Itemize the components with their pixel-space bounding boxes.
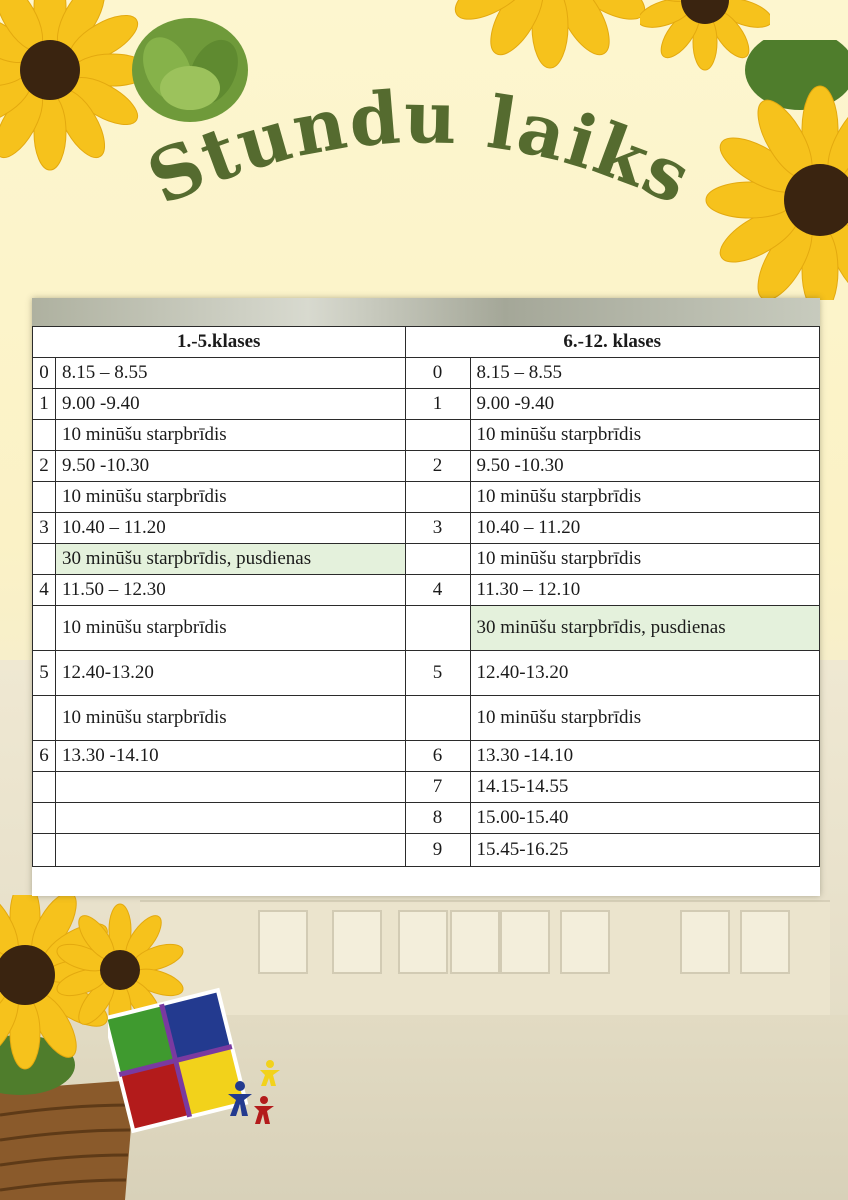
lesson-number-grades-6-12 xyxy=(405,482,470,513)
title-text: Stundu laiks xyxy=(135,74,706,222)
lesson-number-grades-6-12: 0 xyxy=(405,358,470,389)
timetable xyxy=(32,326,820,867)
lesson-time-grades-6-12: 12.40-13.20 xyxy=(470,651,820,696)
building-window xyxy=(332,910,382,974)
lesson-number-grades-1-5 xyxy=(33,482,56,513)
lesson-time-grades-6-12: 9.50 -10.30 xyxy=(470,451,820,482)
lesson-number-grades-1-5: 5 xyxy=(33,651,56,696)
building-window xyxy=(680,910,730,974)
table-row xyxy=(33,772,820,803)
table-row xyxy=(33,696,820,741)
lesson-time-grades-6-12: 10 minūšu starpbrīdis xyxy=(470,420,820,451)
lesson-time-grades-1-5: 9.00 -9.40 xyxy=(56,389,406,420)
lesson-time-grades-1-5: 12.40-13.20 xyxy=(56,651,406,696)
table-row xyxy=(33,651,820,696)
building-window xyxy=(258,910,308,974)
header-grades-6-12: 6.-12. klases xyxy=(405,327,820,358)
lesson-time-grades-1-5: 9.50 -10.30 xyxy=(56,451,406,482)
timetable-top-band xyxy=(32,298,820,326)
lesson-number-grades-6-12: 8 xyxy=(405,803,470,834)
lesson-time-grades-1-5 xyxy=(56,834,406,867)
lesson-time-grades-6-12: 10 minūšu starpbrīdis xyxy=(470,544,820,575)
lesson-time-grades-1-5: 30 minūšu starpbrīdis, pusdienas xyxy=(56,544,406,575)
building-window xyxy=(450,910,500,974)
lesson-number-grades-1-5: 0 xyxy=(33,358,56,389)
lesson-number-grades-1-5 xyxy=(33,803,56,834)
lesson-number-grades-1-5: 2 xyxy=(33,451,56,482)
table-row xyxy=(33,544,820,575)
lesson-time-grades-6-12: 15.00-15.40 xyxy=(470,803,820,834)
table-row xyxy=(33,420,820,451)
lesson-time-grades-1-5: 8.15 – 8.55 xyxy=(56,358,406,389)
lesson-number-grades-1-5 xyxy=(33,544,56,575)
lesson-number-grades-6-12: 7 xyxy=(405,772,470,803)
table-row xyxy=(33,606,820,651)
lesson-time-grades-6-12: 13.30 -14.10 xyxy=(470,741,820,772)
lesson-number-grades-6-12 xyxy=(405,696,470,741)
lesson-time-grades-1-5: 10 minūšu starpbrīdis xyxy=(56,482,406,513)
header-grades-1-5: 1.-5.klases xyxy=(33,327,406,358)
table-row xyxy=(33,513,820,544)
lesson-time-grades-6-12: 10 minūšu starpbrīdis xyxy=(470,696,820,741)
table-row xyxy=(33,358,820,389)
lesson-time-grades-1-5: 10.40 – 11.20 xyxy=(56,513,406,544)
header-row xyxy=(33,327,820,358)
lesson-number-grades-1-5: 3 xyxy=(33,513,56,544)
table-row xyxy=(33,803,820,834)
lesson-number-grades-6-12: 6 xyxy=(405,741,470,772)
building-window xyxy=(740,910,790,974)
lesson-number-grades-6-12 xyxy=(405,606,470,651)
lesson-time-grades-6-12: 10.40 – 11.20 xyxy=(470,513,820,544)
lesson-time-grades-6-12: 8.15 – 8.55 xyxy=(470,358,820,389)
building-window xyxy=(560,910,610,974)
table-row xyxy=(33,389,820,420)
page-title xyxy=(80,40,760,260)
lesson-time-grades-1-5: 13.30 -14.10 xyxy=(56,741,406,772)
lesson-number-grades-1-5 xyxy=(33,834,56,867)
lesson-number-grades-6-12: 4 xyxy=(405,575,470,606)
building-window xyxy=(398,910,448,974)
lesson-number-grades-6-12: 9 xyxy=(405,834,470,867)
lesson-time-grades-1-5 xyxy=(56,803,406,834)
lesson-number-grades-1-5: 1 xyxy=(33,389,56,420)
lesson-time-grades-6-12: 9.00 -9.40 xyxy=(470,389,820,420)
table-row xyxy=(33,741,820,772)
lesson-time-grades-6-12: 30 minūšu starpbrīdis, pusdienas xyxy=(470,606,820,651)
table-row xyxy=(33,482,820,513)
lesson-time-grades-6-12: 10 minūšu starpbrīdis xyxy=(470,482,820,513)
lesson-number-grades-1-5: 4 xyxy=(33,575,56,606)
building-window xyxy=(500,910,550,974)
lesson-number-grades-6-12: 1 xyxy=(405,389,470,420)
table-row xyxy=(33,834,820,867)
lesson-number-grades-1-5 xyxy=(33,420,56,451)
lesson-number-grades-1-5 xyxy=(33,696,56,741)
lesson-number-grades-6-12 xyxy=(405,544,470,575)
lesson-number-grades-6-12: 3 xyxy=(405,513,470,544)
lesson-number-grades-1-5 xyxy=(33,772,56,803)
lesson-number-grades-6-12: 5 xyxy=(405,651,470,696)
lesson-time-grades-6-12: 11.30 – 12.10 xyxy=(470,575,820,606)
lesson-time-grades-6-12: 15.45-16.25 xyxy=(470,834,820,867)
timetable-card xyxy=(32,298,820,896)
school-logo xyxy=(108,982,288,1152)
lesson-number-grades-6-12 xyxy=(405,420,470,451)
lesson-number-grades-1-5 xyxy=(33,606,56,651)
lesson-time-grades-1-5: 11.50 – 12.30 xyxy=(56,575,406,606)
table-row xyxy=(33,575,820,606)
svg-text:Stundu laiks xyxy=(135,74,705,221)
lesson-time-grades-1-5: 10 minūšu starpbrīdis xyxy=(56,420,406,451)
lesson-number-grades-1-5: 6 xyxy=(33,741,56,772)
lesson-time-grades-1-5 xyxy=(56,772,406,803)
lesson-number-grades-6-12: 2 xyxy=(405,451,470,482)
lesson-time-grades-1-5: 10 minūšu starpbrīdis xyxy=(56,696,406,741)
lesson-time-grades-6-12: 14.15-14.55 xyxy=(470,772,820,803)
lesson-time-grades-1-5: 10 minūšu starpbrīdis xyxy=(56,606,406,651)
table-row xyxy=(33,451,820,482)
